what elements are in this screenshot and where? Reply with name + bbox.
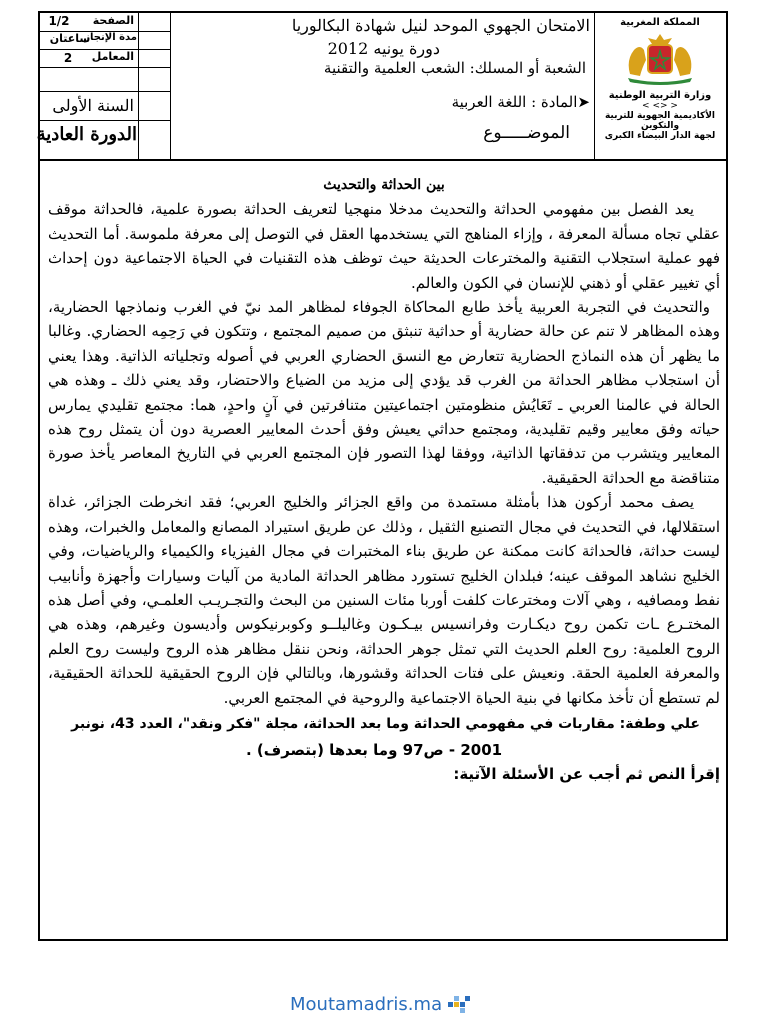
subject [452, 93, 590, 111]
academy-name: الأكاديمية الجهوية للتربية والتكوين [604, 111, 716, 131]
paragraph-3: يصف محمد أركون هذا بأمثلة مستمدة من واقع الجزائر والخليج العربي؛ فقد انخرطت الجزائر، غداة استقلالها، في التحديث في مجال التصنيع الثقيل ، وذلك عن طريق استيراد المصانع والمعامل والخبرات، وهذه ليست حداثة، فالحداثة كانت ممكنة عن طريق بناء المختبرات في مجال الفيزياء والكيمياء والرياضيات، وفي الخليج نشاهد الموقف عينه؛ فبلدان الخليج تستورد مظاهر الحداثة المادية من آليات وسيارات وأجهزة وأنابيب نفط ومصافيه ، وهي آلات ومخترعات كلفت أوربا مئات السنين من البحث والتجـريـب العلمـي، وفي أصل هذه المختـرع ـات تكمن روح ديكـارت وفرانسيس بيـكـون وغاليلــو وكوبرنيكوس وأديسون وغيرهم، وهذه هي الروح العلمية: روح العلم الحديث التي تمثل جوهر الحداثة، ونحن ننقل مظاهر هذه الروح وليست روح العلم والمعرفة العلمية الحقة. ونعيش على فتات الحداثة وقشورها، وبالتالي فإن الروح الحقيقية للحداثة الحقيقية، لم تستطع أن تأخذ مكانها في بنية الحياة الاجتماعية والروحية في المجتمع العربي. [48, 493, 720, 707]
session-type: الدورة العادية [36, 124, 137, 145]
topic-heading: الموضـــــوع [483, 123, 570, 143]
duration-label: مدة الإنجاز [84, 32, 137, 43]
royal-crest-icon [618, 30, 702, 86]
exam-sheet [38, 11, 728, 941]
exam-header [36, 13, 726, 161]
text-title: بين الحداثة والتحديث [323, 177, 445, 193]
footer-site-logo[interactable] [290, 994, 490, 1020]
pixel-grid-icon [448, 996, 470, 1014]
duration-value: ساعتان [49, 32, 91, 45]
exam-title: الامتحان الجهوي الموحد لنيل شهادة البكالوريا [291, 16, 590, 35]
year-level: السنة الأولى [52, 96, 134, 115]
kingdom-name: المملكة المغربية [620, 17, 700, 28]
session-date: دورة يونيه 2012 [327, 39, 440, 58]
source-reference: علي وطفة: مقاربات في مفهومي الحداثة وما بعد الحداثة، مجلة "فكر ونقد"، العدد 43، نونبر [71, 715, 700, 732]
subject-text: المادة : اللغة العربية [451, 93, 578, 111]
reading-instruction: إقرأ النص ثم أجب عن الأسئلة الآتية: [453, 765, 720, 784]
coefficient-value: 2 [63, 51, 73, 65]
source-reference-line-2: 2001 - ص97 وما بعدها (بتصرف) . [246, 740, 503, 759]
page-label: الصفحة [92, 14, 134, 27]
paragraph-1: يعد الفصل بين مفهومي الحداثة والتحديث مدخلا منهجيا لتعريف الحداثة بصورة علمية، فالحداثة موقف عقلي تجاه مسألة المعرفة ، وإزاء المناهج التي يستخدمها العقل في التوصل إلى معرفة ملموسة. أما التحديث فهو عملية استجلاب التقنية والمخترعات الحديثة حيث توظف هذه التقنيات في الحياة الاجتماعية دون إحداث أي تغيير عقلي أو ذهني للإنسان في الكون والعالم. [48, 200, 720, 292]
coefficient-label: المعامل [91, 50, 134, 63]
branch: الشعبة أو المسلك: الشعب العلمية والتقنية [323, 59, 586, 77]
region-name: لجهة الدار البيضاء الكبرى [604, 131, 716, 141]
ministry-logo-block [594, 13, 726, 159]
subject-marker: ➤ [577, 93, 590, 111]
ornament: < <> > [642, 101, 678, 111]
paragraph-2: والتحديث في التجربة العربية يأخذ طابع المحاكاة الجوفاء لمظاهر المد نيّ في الغرب ونماذجها الحضارية، وهذه المظاهر لا تنم عن حالة حضارية أو حداثية تنبثق من صميم المجتمع ، وتتكون في رَحِمِه الحضاري. وغالبا ما يظهر أن هذه النماذج الحضارية تتعارض مع النسق الحضاري العربي في أصوله وتجلياته الذاتية. وهذا يعني أن استجلاب مظاهر الحداثة من الغرب قد يؤدي إلى مزيد من الضياع والاحتضار، وقد يعني ذلك ـ وهذه هي الحالة في عالمنا العربي ـ تَعَايُش منظومتين اجتماعيتين متنافرتين في آنٍ واحدٍ، هما: مجتمع تقليدي يمارس حياته وفق معايير وقيم تقليدية، ومجتمع حداثي يعيش وفق أحدث المعايير العصرية دون أن يتمثل روح هذه المعايير ويتشرب من تدفقاتها الذاتية، ووفقا لهذا التصور فإن المجتمع العربي في التاريخ المعاصر يأخذ صورة متناقضة مع الحداثة الحقيقية. [48, 298, 720, 487]
exam-text [48, 173, 720, 787]
ministry-name: وزارة التربية الوطنية [608, 90, 712, 101]
footer-site-name: Moutamadris.ma [290, 994, 443, 1015]
page-value: 1/2 [48, 14, 70, 28]
